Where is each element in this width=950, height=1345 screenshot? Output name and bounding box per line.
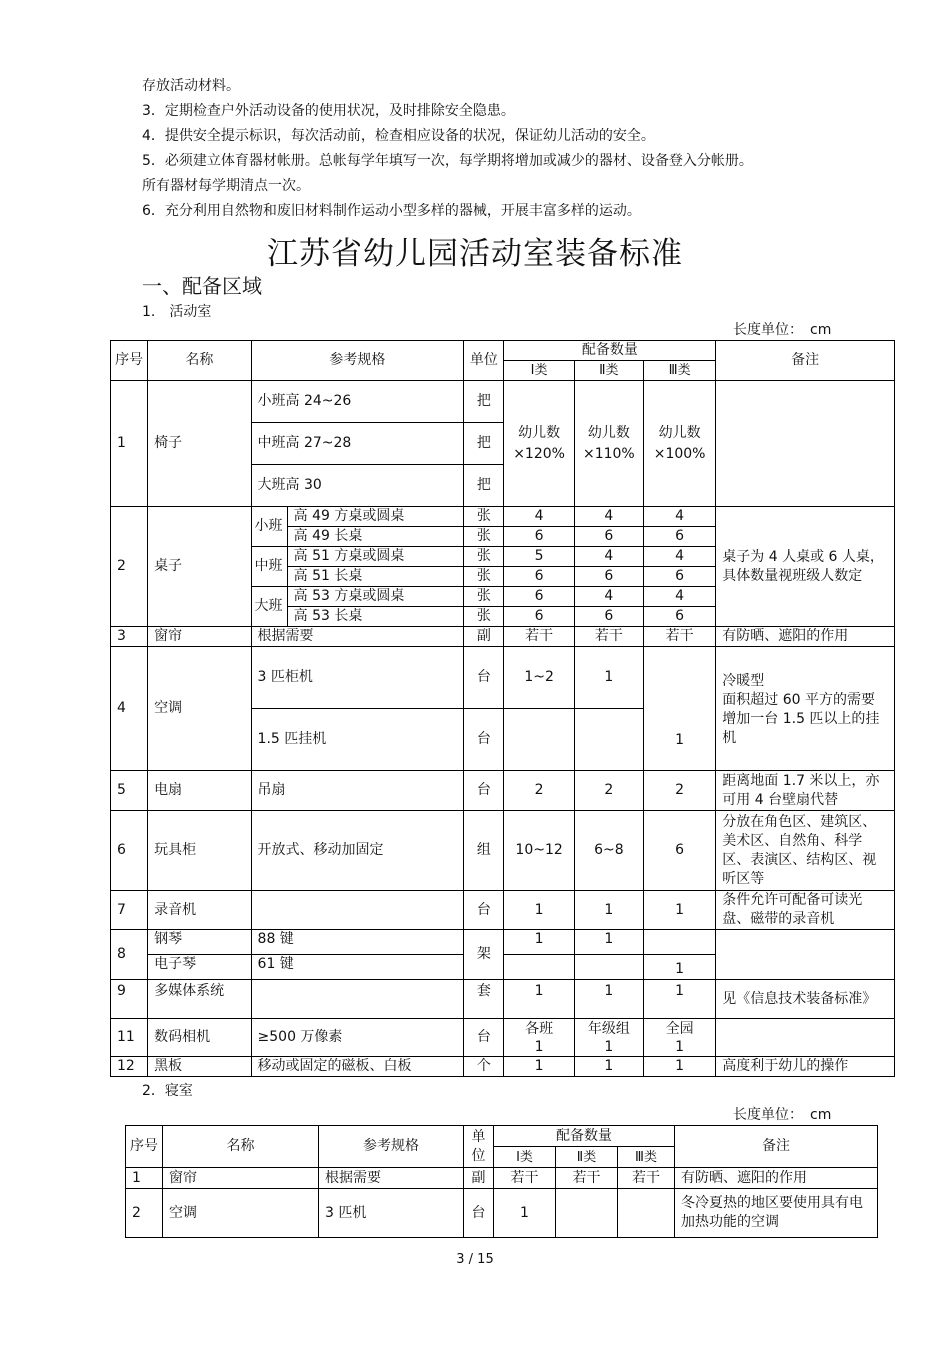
row2-no: 2 — [111, 507, 148, 627]
header-seq: 序号 — [111, 341, 148, 381]
row2-unit-4: 张 — [464, 567, 504, 587]
row1-spec-1: 小班高 24~26 — [251, 381, 464, 423]
row8-c1-a: 1 — [504, 930, 574, 955]
row4-c1-b — [504, 709, 574, 771]
row2-c1-6: 6 — [504, 607, 574, 627]
row3-c3: 若干 — [643, 627, 715, 647]
row6-note: 分放在角色区、建筑区、美术区、自然角、科学区、表演区、结构区、视听区等 — [716, 811, 895, 891]
row2-c2-6: 6 — [574, 607, 643, 627]
row9-c2: 1 — [574, 980, 643, 1019]
row4-c2-a: 1 — [574, 647, 643, 709]
t2-row2-name: 空调 — [163, 1189, 319, 1238]
row11-name: 数码相机 — [148, 1019, 251, 1057]
intro-line-6: 6．充分利用自然物和废旧材料制作运动小型多样的器械，开展丰富多样的运动。 — [142, 203, 641, 219]
row2-c2-5: 4 — [574, 587, 643, 607]
row12-note: 高度利于幼儿的操作 — [716, 1057, 895, 1077]
t2-row2-c1: 1 — [494, 1189, 556, 1238]
row5-spec: 吊扇 — [251, 771, 464, 811]
t2-header-class-3: Ⅲ类 — [618, 1147, 675, 1168]
row2-unit-1: 张 — [464, 507, 504, 527]
row3-spec: 根据需要 — [251, 627, 464, 647]
t2-row1-c1: 若干 — [494, 1168, 556, 1189]
row2-c3-1: 4 — [643, 507, 715, 527]
row11-unit: 台 — [464, 1019, 504, 1057]
row11-spec: ≥500 万像素 — [251, 1019, 464, 1057]
t2-row2-c2 — [556, 1189, 618, 1238]
row9-spec — [251, 980, 464, 1019]
row8-c3-b: 1 — [643, 955, 715, 980]
row1-unit-1: 把 — [464, 381, 504, 423]
row4-c2-b — [574, 709, 643, 771]
row9-note: 见《信息技术装备标准》 — [716, 980, 895, 1019]
row12-name: 黑板 — [148, 1057, 251, 1077]
row4-c3-text: 1 — [675, 732, 685, 748]
header-name: 名称 — [148, 341, 251, 381]
intro-line-2: 3．定期检查户外活动设备的使用状况，及时排除安全隐患。 — [142, 103, 515, 119]
t2-row2-spec: 3 匹机 — [319, 1189, 464, 1238]
row5-c2: 2 — [574, 771, 643, 811]
row4-c1-a: 1~2 — [504, 647, 574, 709]
row12-c2: 1 — [574, 1057, 643, 1077]
row11-c1: 各班 1 — [504, 1019, 574, 1057]
bedroom-table — [125, 1125, 878, 1238]
row12-no: 12 — [111, 1057, 148, 1077]
row5-c3: 2 — [643, 771, 715, 811]
row2-c1-1: 4 — [504, 507, 574, 527]
row2-c3-6: 6 — [643, 607, 715, 627]
row1-class3 — [643, 381, 715, 507]
row1-note — [716, 381, 895, 507]
intro-line-3: 4．提供安全提示标识，每次活动前，检查相应设备的状况，保证幼儿活动的安全。 — [142, 128, 655, 144]
row4-note: 冷暖型 面积超过 60 平方的需要增加一台 1.5 匹以上的挂机 — [716, 647, 895, 771]
intro-line-5: 所有器材每学期清点一次。 — [142, 178, 310, 194]
row4-name: 空调 — [148, 647, 251, 771]
row8-spec-a: 88 键 — [251, 930, 464, 955]
header-unit: 单位 — [464, 341, 504, 381]
intro-line-4: 5．必须建立体育器材帐册。总帐每学年填写一次，每学期将增加或减少的器材、设备登入分帐册。 — [142, 153, 753, 169]
row6-c3: 6 — [643, 811, 715, 891]
row2-spec-6: 高 53 长桌 — [287, 607, 464, 627]
row5-note: 距离地面 1.7 米以上，亦可用 4 台壁扇代替 — [716, 771, 895, 811]
row8-no: 8 — [111, 930, 148, 980]
row6-c1: 10~12 — [504, 811, 574, 891]
row12-spec: 移动或固定的磁板、白板 — [251, 1057, 464, 1077]
row9-unit: 套 — [464, 980, 504, 1019]
row6-spec: 开放式、移动加固定 — [251, 811, 464, 891]
row1-class2-text: 幼儿数×110% — [582, 424, 635, 462]
row1-spec-2: 中班高 27~28 — [251, 423, 464, 465]
row2-c3-5: 4 — [643, 587, 715, 607]
row1-class3-text: 幼儿数×100% — [653, 424, 706, 462]
row11-c3: 全园 1 — [643, 1019, 715, 1057]
subsection-heading-2: 2．寝室 — [142, 1083, 193, 1099]
row2-spec-1: 高 49 方桌或圆桌 — [287, 507, 464, 527]
header-spec: 参考规格 — [251, 341, 464, 381]
row2-c3-4: 6 — [643, 567, 715, 587]
row2-c1-3: 5 — [504, 547, 574, 567]
row3-c1: 若干 — [504, 627, 574, 647]
t2-header-name: 名称 — [163, 1126, 319, 1168]
row2-c3-3: 4 — [643, 547, 715, 567]
section-heading: 一、配备区域 — [142, 274, 262, 298]
length-unit-1: 长度单位： cm — [733, 322, 832, 338]
row6-no: 6 — [111, 811, 148, 891]
row8-c3-a — [643, 930, 715, 955]
row5-unit: 台 — [464, 771, 504, 811]
t2-header-note: 备注 — [675, 1126, 878, 1168]
row2-c2-3: 4 — [574, 547, 643, 567]
row6-unit: 组 — [464, 811, 504, 891]
row9-c3: 1 — [643, 980, 715, 1019]
row1-unit-3: 把 — [464, 465, 504, 507]
row11-note — [716, 1019, 895, 1057]
row6-name: 玩具柜 — [148, 811, 251, 891]
page-number: 3 / 15 — [456, 1252, 494, 1267]
t2-header-class-1: Ⅰ类 — [494, 1147, 556, 1168]
row1-class1 — [504, 381, 574, 507]
row1-no: 1 — [111, 381, 148, 507]
header-class-1: Ⅰ类 — [504, 361, 574, 381]
row2-c2-2: 6 — [574, 527, 643, 547]
row12-c1: 1 — [504, 1057, 574, 1077]
t2-row1-no: 1 — [126, 1168, 163, 1189]
row7-spec — [251, 891, 464, 930]
row8-c2-a: 1 — [574, 930, 643, 955]
row2-c1-4: 6 — [504, 567, 574, 587]
row2-c2-4: 6 — [574, 567, 643, 587]
length-unit-2: 长度单位： cm — [733, 1107, 832, 1123]
row1-name: 椅子 — [148, 381, 251, 507]
t2-header-class-2: Ⅱ类 — [556, 1147, 618, 1168]
t2-row1-note: 有防晒、遮阳的作用 — [675, 1168, 878, 1189]
row2-name: 桌子 — [148, 507, 251, 627]
header-class-2: Ⅱ类 — [574, 361, 643, 381]
row2-spec-2: 高 49 长桌 — [287, 527, 464, 547]
page-title: 江苏省幼儿园活动室装备标准 — [267, 236, 683, 272]
row7-no: 7 — [111, 891, 148, 930]
row7-c3: 1 — [643, 891, 715, 930]
row4-spec-a: 3 匹柜机 — [251, 647, 464, 709]
header-qty: 配备数量 — [504, 341, 716, 361]
t2-row2-no: 2 — [126, 1189, 163, 1238]
row8-name-b: 电子琴 — [148, 955, 251, 980]
row2-unit-5: 张 — [464, 587, 504, 607]
row7-c1: 1 — [504, 891, 574, 930]
row2-spec-4: 高 51 长桌 — [287, 567, 464, 587]
t2-header-qty: 配备数量 — [494, 1126, 675, 1147]
row6-c2: 6~8 — [574, 811, 643, 891]
row4-no: 4 — [111, 647, 148, 771]
t2-header-seq: 序号 — [126, 1126, 163, 1168]
t2-header-unit: 单位 — [464, 1126, 494, 1168]
row2-c1-5: 6 — [504, 587, 574, 607]
row1-class1-text: 幼儿数×120% — [513, 424, 565, 462]
row8-note — [716, 930, 895, 980]
row8-name-a: 钢琴 — [148, 930, 251, 955]
subsection-heading-1: 1. 活动室 — [142, 304, 212, 320]
row2-unit-3: 张 — [464, 547, 504, 567]
row2-spec-3: 高 51 方桌或圆桌 — [287, 547, 464, 567]
row3-unit: 副 — [464, 627, 504, 647]
row3-c2: 若干 — [574, 627, 643, 647]
row2-c1-2: 6 — [504, 527, 574, 547]
row4-unit-a: 台 — [464, 647, 504, 709]
row2-spec-5: 高 53 方桌或圆桌 — [287, 587, 464, 607]
row2-c2-1: 4 — [574, 507, 643, 527]
activity-room-table — [110, 340, 895, 1077]
row7-note: 条件允许可配备可读光盘、磁带的录音机 — [716, 891, 895, 930]
row9-no: 9 — [111, 980, 148, 1019]
row7-c2: 1 — [574, 891, 643, 930]
t2-row1-c2: 若干 — [556, 1168, 618, 1189]
t2-row2-unit: 台 — [464, 1189, 494, 1238]
row2-group-1: 小班 — [251, 507, 287, 547]
row5-no: 5 — [111, 771, 148, 811]
row2-note: 桌子为 4 人桌或 6 人桌，具体数量视班级人数定 — [716, 507, 895, 627]
row8-c2-b — [574, 955, 643, 980]
row5-c1: 2 — [504, 771, 574, 811]
t2-row2-c3 — [618, 1189, 675, 1238]
row9-c1: 1 — [504, 980, 574, 1019]
row8-unit: 架 — [464, 930, 504, 980]
row2-unit-6: 张 — [464, 607, 504, 627]
header-class-3: Ⅲ类 — [643, 361, 715, 381]
row7-unit: 台 — [464, 891, 504, 930]
row12-unit: 个 — [464, 1057, 504, 1077]
row11-no: 11 — [111, 1019, 148, 1057]
intro-line-1: 存放活动材料。 — [142, 78, 240, 94]
row11-c2: 年级组 1 — [574, 1019, 643, 1057]
row1-unit-2: 把 — [464, 423, 504, 465]
row5-name: 电扇 — [148, 771, 251, 811]
t2-header-spec: 参考规格 — [319, 1126, 464, 1168]
t2-row1-spec: 根据需要 — [319, 1168, 464, 1189]
row1-spec-3: 大班高 30 — [251, 465, 464, 507]
row4-c3 — [643, 647, 715, 771]
row9-name: 多媒体系统 — [148, 980, 251, 1019]
row1-class2 — [574, 381, 643, 507]
t2-row1-unit: 副 — [464, 1168, 494, 1189]
t2-row1-name: 窗帘 — [163, 1168, 319, 1189]
row3-name: 窗帘 — [148, 627, 251, 647]
t2-row1-c3: 若干 — [618, 1168, 675, 1189]
row4-unit-b: 台 — [464, 709, 504, 771]
row8-c1-b — [504, 955, 574, 980]
row2-group-2: 中班 — [251, 547, 287, 587]
row7-name: 录音机 — [148, 891, 251, 930]
row2-group-3: 大班 — [251, 587, 287, 627]
row12-c3: 1 — [643, 1057, 715, 1077]
header-note: 备注 — [716, 341, 895, 381]
row8-spec-b: 61 键 — [251, 955, 464, 980]
row3-no: 3 — [111, 627, 148, 647]
row2-c3-2: 6 — [643, 527, 715, 547]
row3-note: 有防晒、遮阳的作用 — [716, 627, 895, 647]
row2-unit-2: 张 — [464, 527, 504, 547]
row4-spec-b: 1.5 匹挂机 — [251, 709, 464, 771]
t2-row2-note: 冬冷夏热的地区要使用具有电加热功能的空调 — [675, 1189, 878, 1238]
